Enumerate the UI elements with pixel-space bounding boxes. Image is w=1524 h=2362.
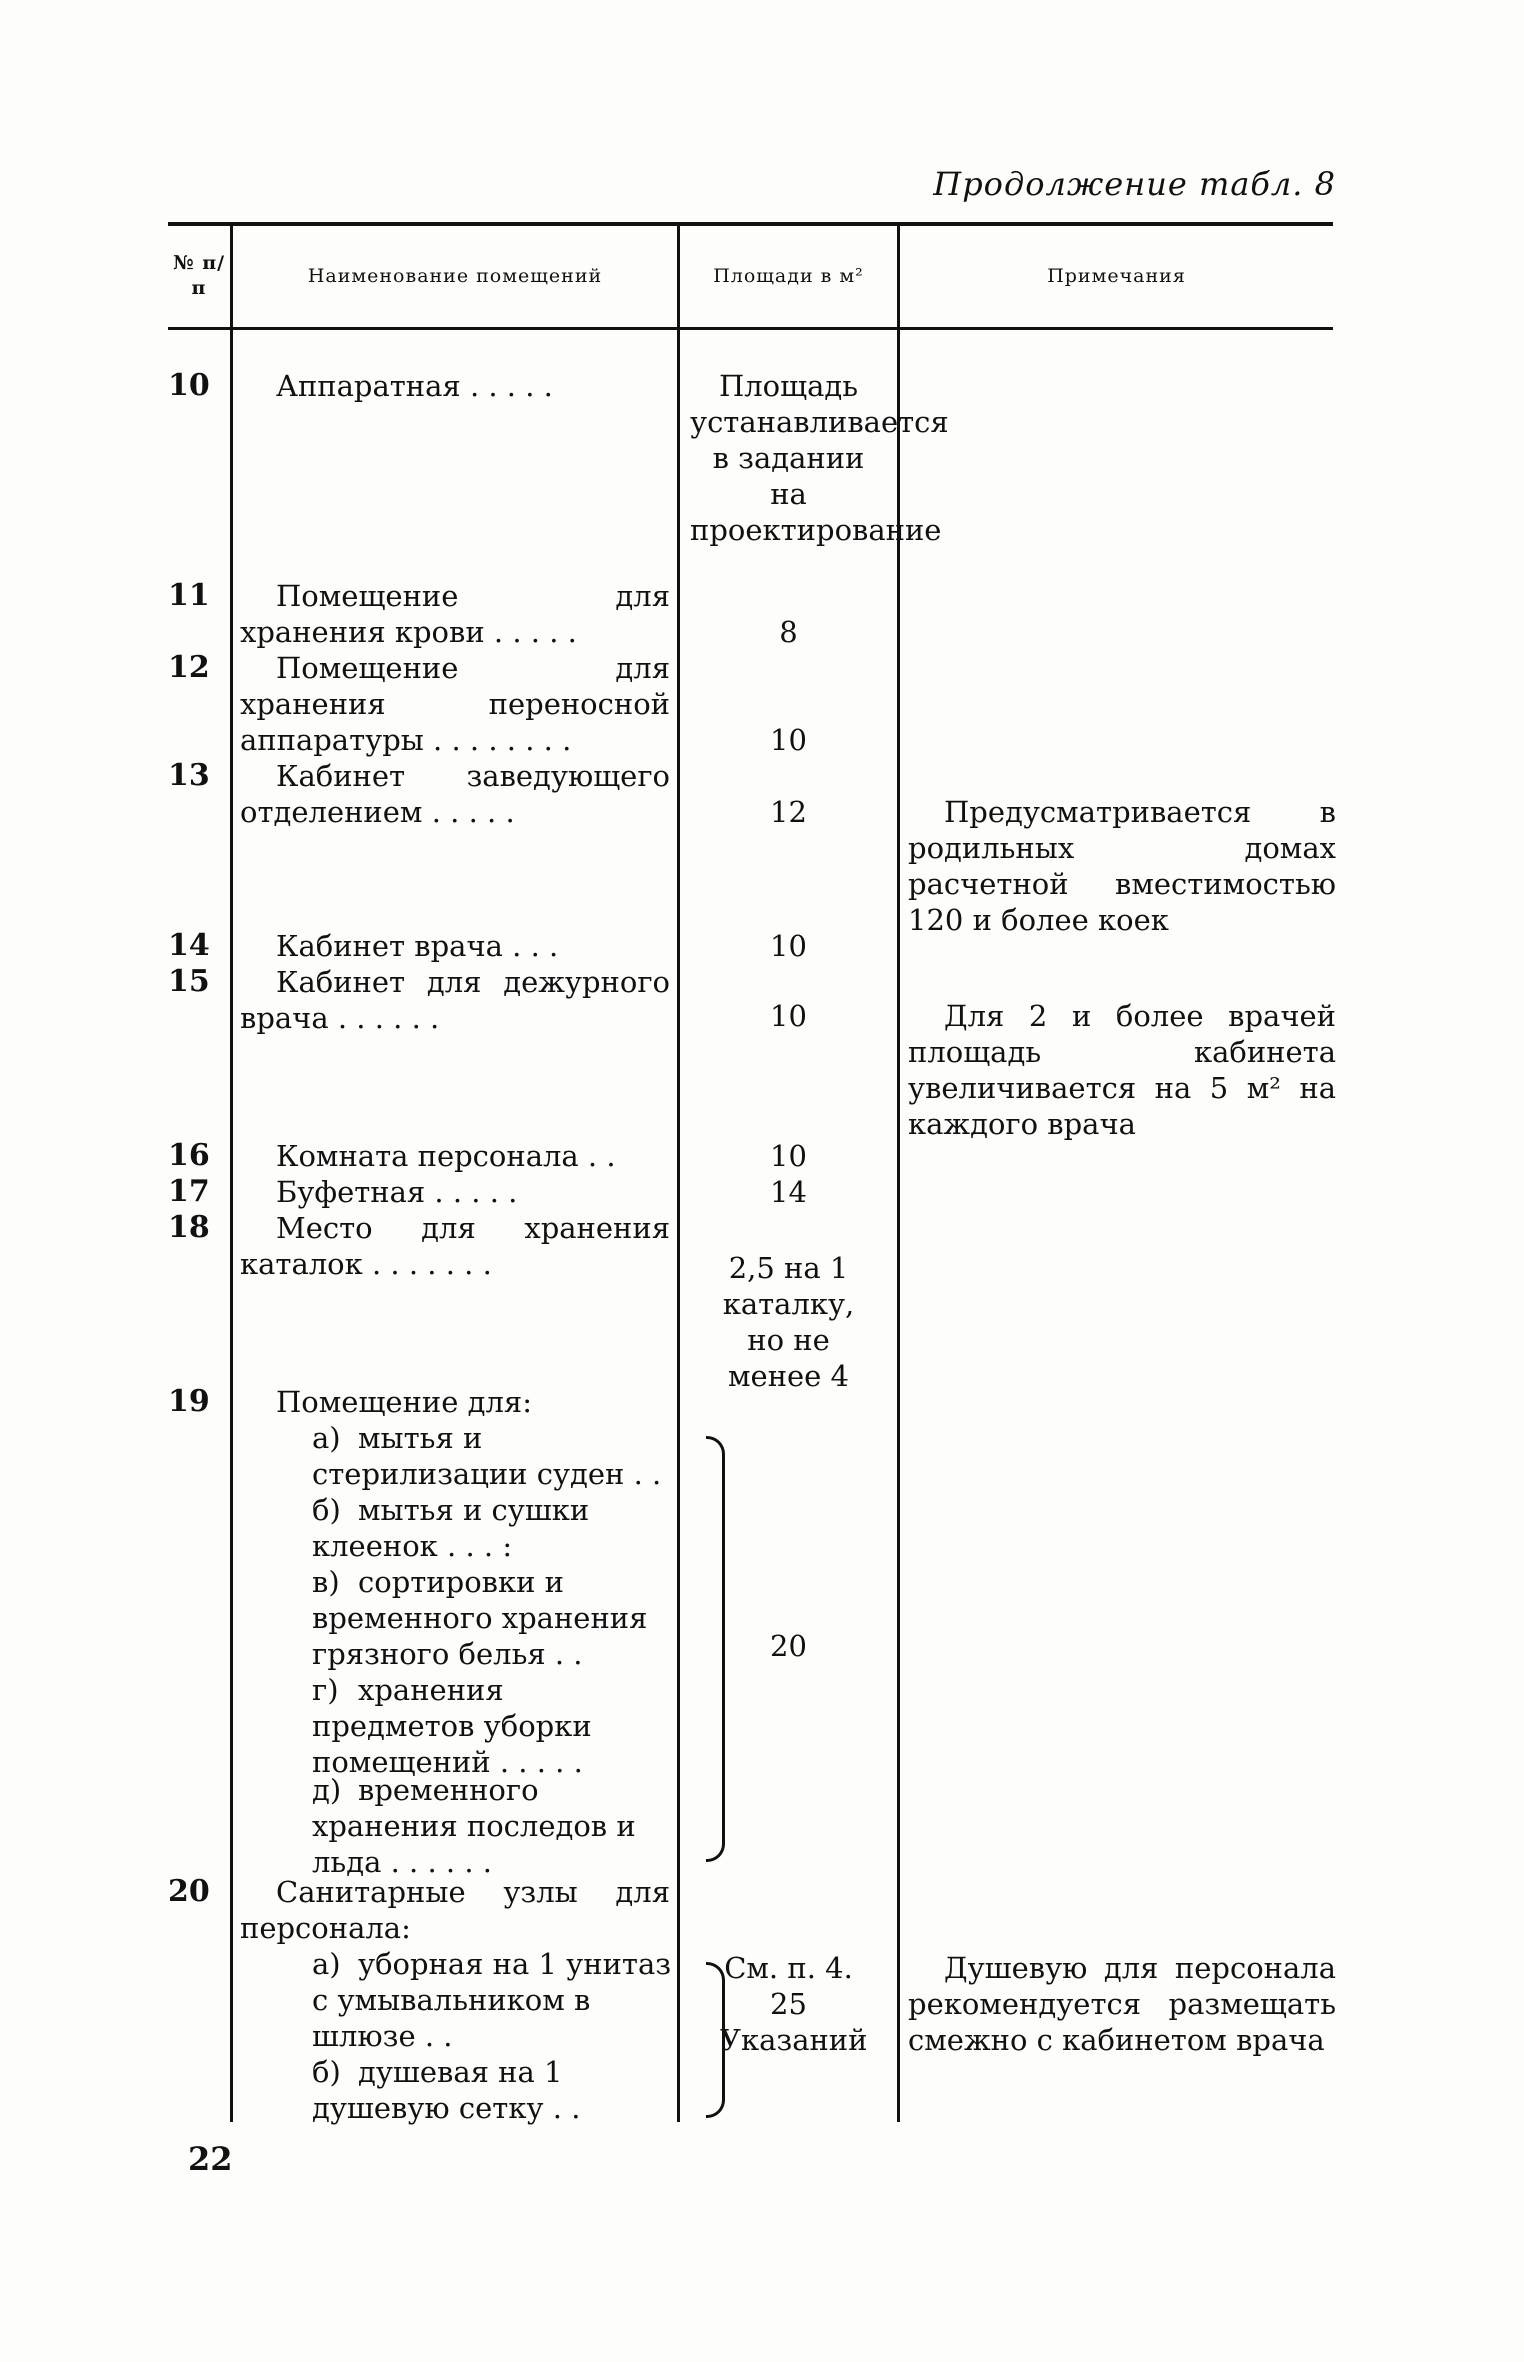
- subitem-letter: б): [312, 2055, 341, 2089]
- room-name: Кабинет заведующего отделением . . . . .: [240, 759, 670, 829]
- room-note: Для 2 и более врачей площадь кабинета увеличивается на 5 м² на каждого врача: [908, 999, 1336, 1141]
- subitem-text: сортировки и временного хранения грязного белья . .: [312, 1565, 648, 1671]
- room-name: Аппаратная . . . . .: [276, 369, 553, 403]
- subitem-text: хранения предметов уборки помещений . . . . .: [312, 1673, 592, 1779]
- subitem-letter: г): [312, 1673, 339, 1707]
- room-area: 10: [770, 999, 807, 1033]
- subitem-letter: в): [312, 1565, 340, 1599]
- subitem: [312, 1672, 672, 1780]
- header-note: Примечания: [1047, 264, 1186, 287]
- room-name: Санитарные узлы для персонала:: [240, 1875, 670, 1945]
- room-area: См. п. 4. 25 Указаний: [720, 1951, 868, 2057]
- room-note: Предусматривается в родильных домах расчетной вместимостью 120 и более коек: [908, 795, 1336, 937]
- room-name: Помещение для хранения крови . . . . .: [240, 579, 670, 649]
- row-number: 19: [168, 1384, 210, 1419]
- column-divider: [230, 222, 233, 2122]
- header-num: № п/п: [172, 252, 226, 299]
- subitem-text: мытья и сушки клеенок . . . :: [312, 1493, 590, 1563]
- room-area: 20: [770, 1629, 807, 1663]
- row-number: 12: [168, 650, 210, 685]
- row-number: 14: [168, 928, 210, 963]
- header-name: Наименование помещений: [307, 264, 603, 287]
- page-number: 22: [188, 2140, 233, 2178]
- subitem-letter: д): [312, 1773, 342, 1807]
- room-area: 14: [770, 1175, 807, 1209]
- room-name: Буфетная . . . . .: [276, 1175, 518, 1209]
- subitem: [312, 1772, 672, 1880]
- room-name: Помещение для хранения переносной аппаратуры . . . . . . . .: [240, 651, 670, 757]
- subitem-letter: а): [312, 1421, 341, 1455]
- room-name: Кабинет для дежурного врача . . . . . .: [240, 965, 670, 1035]
- room-name: Место для хранения каталок . . . . . . .: [240, 1211, 670, 1281]
- row-number: 20: [168, 1874, 210, 1909]
- row-number: 16: [168, 1138, 210, 1173]
- row-number: 17: [168, 1174, 210, 1209]
- room-name: Кабинет врача . . .: [276, 929, 559, 963]
- room-area: 12: [770, 795, 807, 829]
- room-name: Помещение для:: [276, 1385, 532, 1419]
- row-number: 11: [168, 578, 210, 613]
- room-note: Душевую для персонала рекомендуется размещать смежно с кабинетом врача: [908, 1951, 1336, 2057]
- room-area: 10: [770, 723, 807, 757]
- room-area: 10: [770, 929, 807, 963]
- subitem-text: мытья и стерилизации суден . .: [312, 1421, 662, 1491]
- row-number: 18: [168, 1210, 210, 1245]
- continuation-label: Продолжение табл. 8: [933, 165, 1336, 203]
- row-number: 13: [168, 758, 210, 793]
- subitem: [312, 1946, 672, 2054]
- subitem-letter: б): [312, 1493, 341, 1527]
- subitem-text: временного хранения последов и льда . . . . . .: [312, 1773, 636, 1879]
- table-top-rule: [168, 222, 1333, 226]
- room-name: Комната персонала . .: [276, 1139, 616, 1173]
- header-area: Площади в м²: [713, 264, 864, 287]
- room-area: 10: [770, 1139, 807, 1173]
- subitem: [312, 1564, 672, 1672]
- column-divider: [897, 222, 900, 2122]
- subitem-letter: а): [312, 1947, 341, 1981]
- room-area: Площадь устанавливается в задании на проектирование: [690, 369, 949, 547]
- room-area: 2,5 на 1 каталку, но не менее 4: [722, 1251, 855, 1393]
- table-header-rule: [168, 327, 1333, 330]
- subitem: [312, 1492, 672, 1564]
- subitem-text: уборная на 1 унитаз с умывальником в шлюзе . .: [312, 1947, 672, 2053]
- row-number: 10: [168, 368, 210, 403]
- row-number: 15: [168, 964, 210, 999]
- subitem: [312, 1420, 672, 1492]
- room-area: 8: [779, 615, 798, 649]
- subitem-text: душевая на 1 душевую сетку . .: [312, 2055, 581, 2125]
- subitem: [312, 2054, 672, 2126]
